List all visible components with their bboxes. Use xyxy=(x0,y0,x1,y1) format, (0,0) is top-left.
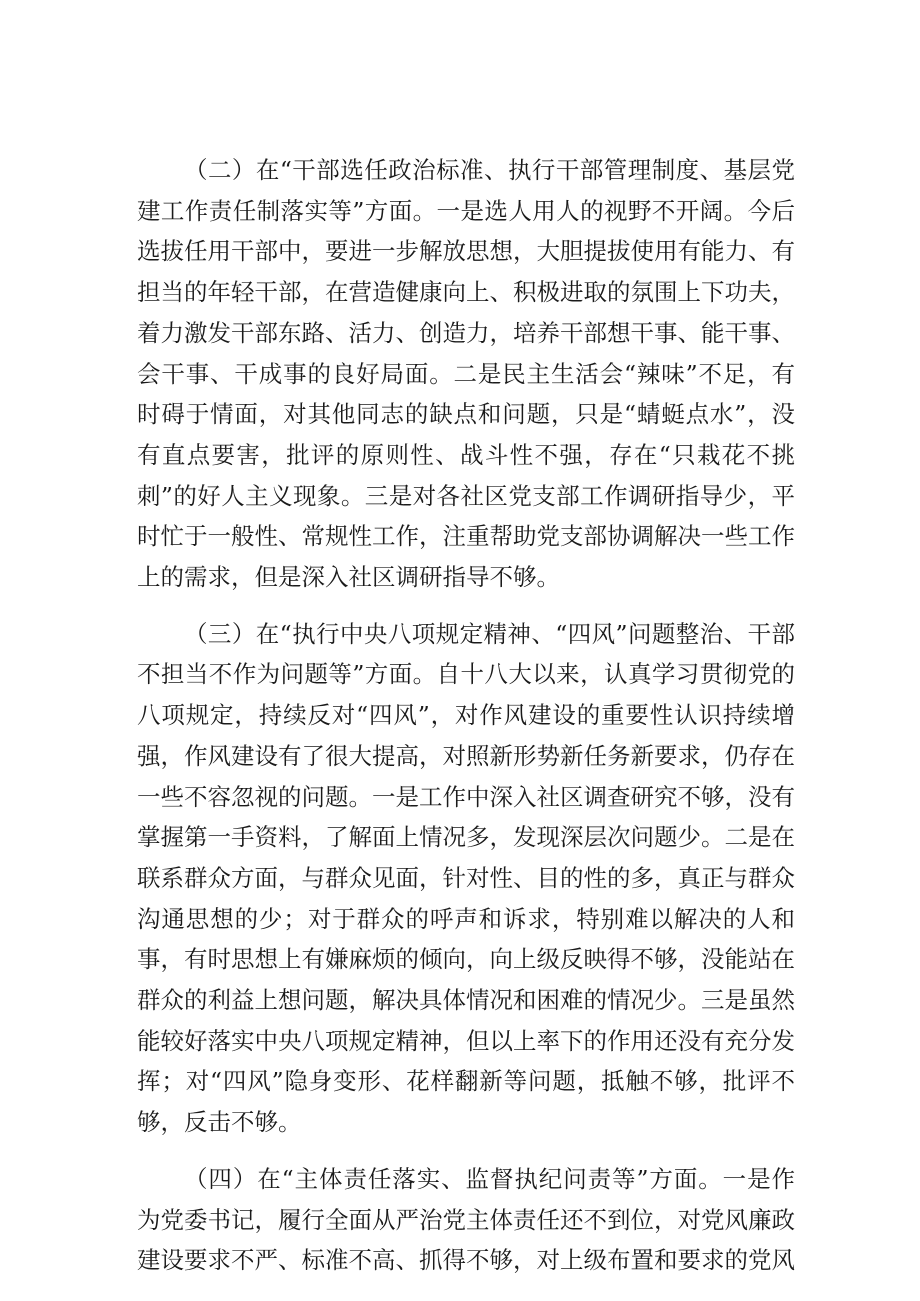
paragraph-2: （二）在“干部选任政治标准、执行干部管理制度、基层党建工作责任制落实等”方面。一是选人用人的视野不开阔。今后选拔任用干部中，要进一步解放思想，大胆提拔使用有能力、有担当的年轻干部，在营造健康向上、积极进取的氛围上下功夫，着力激发干部东路、活力、创造力，培养干部想干事、能干事、会干事、干成事的良好局面。二是民主生活会“辣味”不足，有时碍于情面，对其他同志的缺点和问题，只是“蜻蜓点水”，没有直点要害，批评的原则性、战斗性不强，存在“只栽花不挑刺”的好人主义现象。三是对各社区党支部工作调研指导少，平时忙于一般性、常规性工作，注重帮助党支部协调解决一些工作上的需求，但是深入社区调研指导不够。 xyxy=(137,156,795,592)
paragraph-4: （四）在“主体责任落实、监督执纪问责等”方面。一是作为党委书记，履行全面从严治党主体责任还不到位，对党风廉政建设要求不严、标准不高、抓得不够，对上级布置和要求的党风 xyxy=(137,1164,795,1275)
document-body xyxy=(137,150,795,1297)
paragraph-3: （三）在“执行中央八项规定精神、“四风”问题整治、干部不担当不作为问题等”方面。自十八大以来，认真学习贯彻党的八项规定，持续反对“四风”，对作风建设的重要性认识持续增强，作风建设有了很大提高，对照新形势新任务新要求，仍存在一些不容忽视的问题。一是工作中深入社区调查研究不够，没有掌握第一手资料，了解面上情况多，发现深层次问题少。二是在联系群众方面，与群众见面，针对性、目的性的多，真正与群众沟通思想的少；对于群众的呼声和诉求，特别难以解决的人和事，有时思想上有嫌麻烦的倾向，向上级反映得不够，没能站在群众的利益上想问题，解决具体情况和困难的情况少。三是虽然能较好落实中央八项规定精神，但以上率下的作用还没有充分发挥；对“四风”隐身变形、花样翻新等问题，抵触不够，批评不够，反击不够。 xyxy=(137,619,795,1137)
